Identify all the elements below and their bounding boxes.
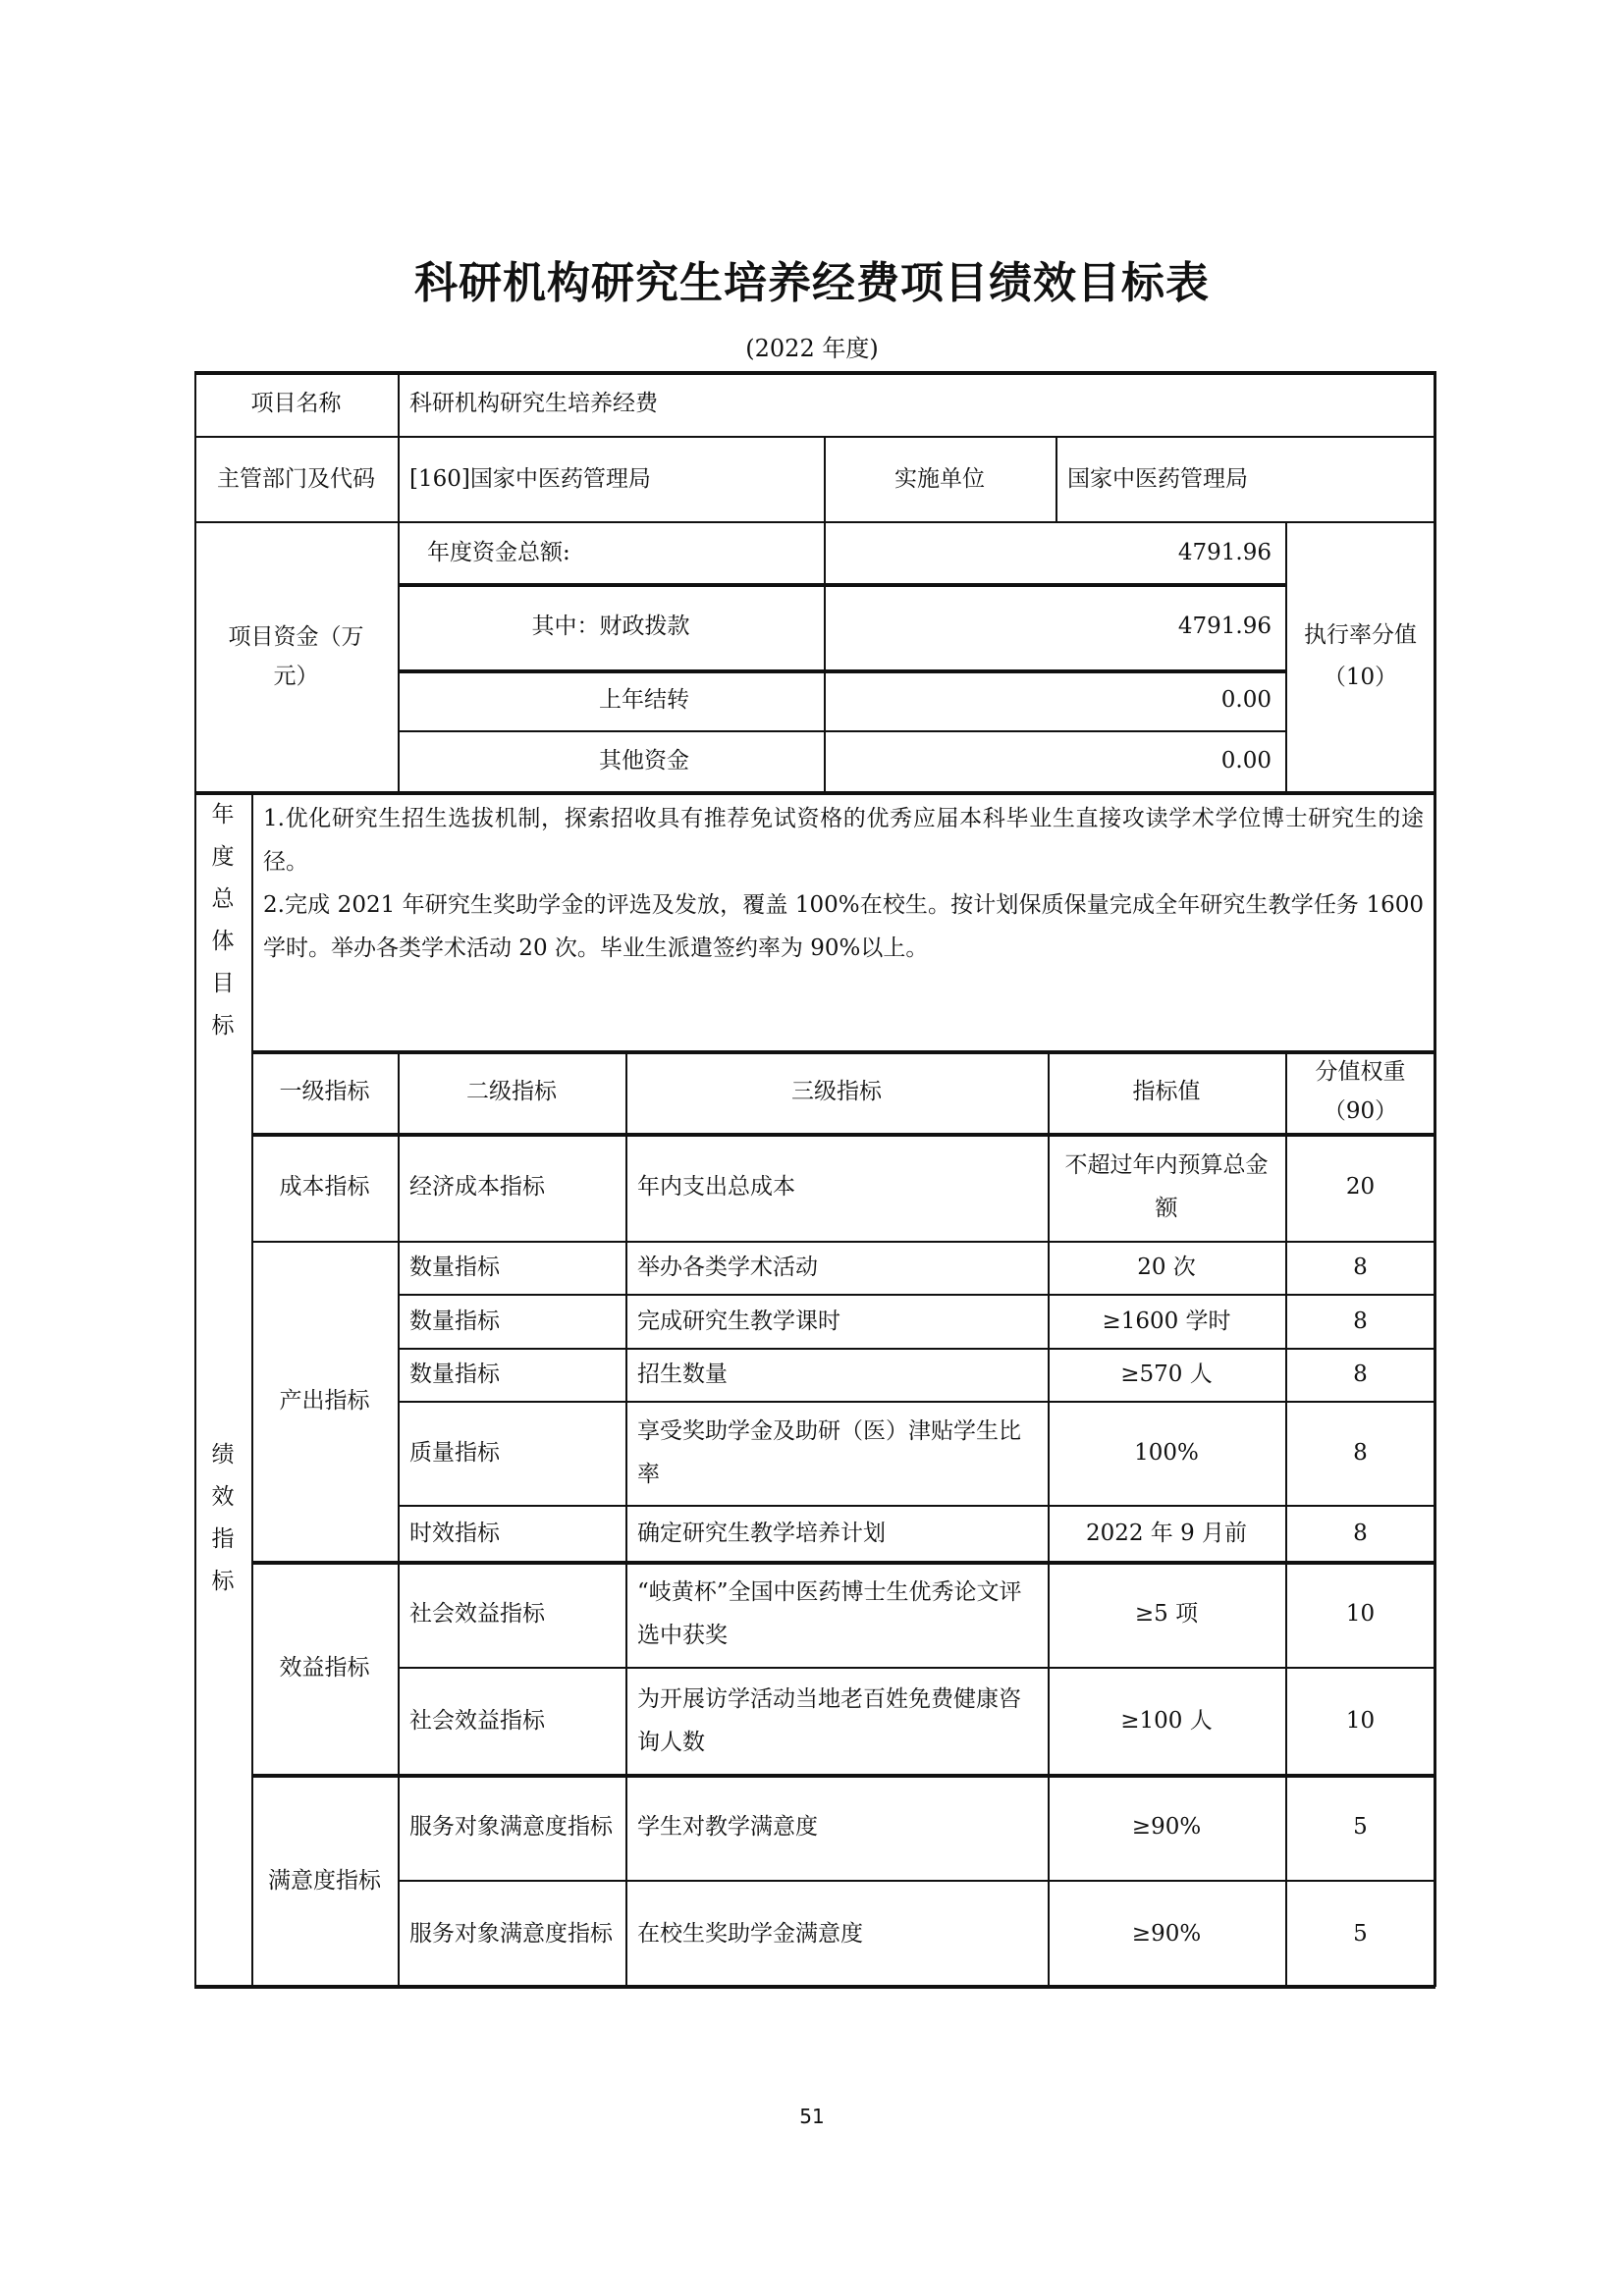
page-title: 科研机构研究生培养经费项目绩效目标表	[414, 258, 1210, 308]
weight-cell: 10	[1345, 1707, 1376, 1734]
value-cell: 20 次	[1137, 1255, 1196, 1280]
group-output: 产出指标	[279, 1388, 370, 1414]
grid-line	[251, 1133, 1435, 1137]
level2-cell: 数量指标	[409, 1255, 500, 1280]
weight-cell: 8	[1353, 1362, 1368, 1387]
page-subtitle: (2022 年度)	[745, 335, 879, 362]
funds-carryover-label: 上年结转	[599, 687, 689, 713]
level2-cell: 服务对象满意度指标	[409, 1814, 613, 1840]
header-weight	[1285, 1050, 1435, 1133]
weight-cell: 8	[1353, 1440, 1368, 1466]
header-value: 指标值	[1132, 1079, 1201, 1104]
value-cell: 不超过年内预算总金额	[1064, 1152, 1269, 1221]
grid-line	[194, 371, 196, 1987]
grid-line	[398, 730, 1285, 732]
level3-cell: 完成研究生教学课时	[637, 1308, 840, 1334]
performance-target-table	[194, 371, 1435, 1987]
grid-line	[625, 1050, 627, 1987]
dept-value: [160]国家中医药管理局	[409, 465, 651, 492]
goals-content	[251, 791, 1435, 1050]
value-cell: ≥100 人	[1120, 1707, 1213, 1734]
header-weight-line: （90）	[1323, 1098, 1398, 1124]
impl-label: 实施单位	[894, 465, 985, 492]
performance-label-char: 指	[211, 1526, 235, 1552]
funds-label: 项目资金（万元）	[228, 623, 364, 689]
grid-line	[398, 1294, 1435, 1296]
level2-cell: 经济成本指标	[409, 1174, 545, 1200]
level3-cell: 在校生奖助学金满意度	[637, 1920, 863, 1947]
dept-label: 主管部门及代码	[217, 465, 375, 492]
funds-fiscal-value: 4791.96	[1177, 614, 1272, 639]
grid-line	[194, 521, 1435, 523]
level2-cell: 质量指标	[409, 1440, 500, 1466]
value-cell: ≥570 人	[1120, 1362, 1213, 1387]
goal-item: 1.优化研究生招生选拔机制，探索招收具有推荐免试资格的优秀应届本科毕业生直接攻读学术学位博士研究生的途径。	[263, 806, 1424, 875]
performance-label	[194, 1050, 251, 1987]
level3-cell: 确定研究生教学培养计划	[637, 1520, 886, 1546]
level2-cell: 服务对象满意度指标	[409, 1920, 613, 1947]
goals-label-char: 体	[211, 929, 235, 954]
level3-cell: 招生数量	[637, 1362, 728, 1387]
grid-line	[398, 583, 1285, 587]
execution-rate	[1285, 521, 1435, 791]
funds-carryover-value: 0.00	[1220, 687, 1272, 713]
grid-line	[398, 1050, 400, 1987]
grid-line	[194, 436, 1435, 438]
grid-line	[398, 1348, 1435, 1350]
goal-item: 2.完成 2021 年研究生奖助学金的评选及发放，覆盖 100%在校生。按计划保质保量完成全年研究生教学任务 1600 学时。举办各类学术活动 20 次。毕业生派遣签约率为 90%以上。	[263, 892, 1424, 961]
page-number: 51	[799, 2105, 825, 2128]
level2-cell: 社会效益指标	[409, 1707, 545, 1734]
grid-line	[251, 1561, 1435, 1565]
grid-line	[251, 791, 253, 1987]
project-name-label: 项目名称	[250, 391, 342, 416]
goals-label	[194, 791, 251, 1050]
group-satisfaction: 满意度指标	[268, 1867, 381, 1894]
weight-cell: 8	[1353, 1308, 1368, 1334]
grid-line	[1434, 371, 1436, 1987]
grid-line	[398, 371, 400, 791]
grid-line	[1056, 436, 1057, 521]
grid-line	[398, 1401, 1435, 1403]
execution-rate-value: （10）	[1323, 664, 1398, 690]
funds-total-label: 年度资金总额:	[427, 539, 570, 565]
value-cell: ≥1600 学时	[1102, 1308, 1231, 1334]
weight-cell: 20	[1345, 1174, 1376, 1200]
level2-cell: 数量指标	[409, 1308, 500, 1334]
funds-other-label: 其他资金	[599, 748, 689, 774]
level3-cell: 举办各类学术活动	[637, 1255, 818, 1280]
goals-label-char: 年	[211, 802, 235, 828]
value-cell: ≥90%	[1131, 1814, 1202, 1840]
header-level3: 三级指标	[791, 1079, 882, 1104]
weight-cell: 5	[1353, 1920, 1368, 1947]
level2-cell: 数量指标	[409, 1362, 500, 1387]
grid-line	[194, 791, 1435, 795]
weight-cell: 5	[1353, 1814, 1368, 1840]
group-benefit: 效益指标	[279, 1654, 370, 1681]
level2-cell: 时效指标	[409, 1520, 500, 1546]
goals-label-char: 总	[211, 886, 235, 912]
level3-cell: 学生对教学满意度	[637, 1814, 818, 1840]
performance-label-char: 绩	[211, 1442, 235, 1468]
level3-cell: 为开展访学活动当地老百姓免费健康咨询人数	[637, 1685, 1021, 1755]
grid-line	[398, 669, 1285, 673]
level3-cell: “岐黄杯”全国中医药博士生优秀论文评选中获奖	[637, 1579, 1022, 1648]
value-cell: ≥5 项	[1134, 1601, 1199, 1627]
header-level2: 二级指标	[466, 1079, 557, 1104]
grid-line	[398, 1667, 1435, 1669]
goals-label-char: 度	[211, 844, 235, 870]
header-level1: 一级指标	[279, 1079, 370, 1104]
funds-other-value: 0.00	[1220, 748, 1272, 774]
project-name-value: 科研机构研究生培养经费	[409, 391, 658, 416]
grid-line	[824, 436, 826, 791]
value-cell: 2022 年 9 月前	[1085, 1520, 1248, 1546]
performance-label-char: 效	[211, 1484, 235, 1510]
funds-total-value: 4791.96	[1177, 539, 1272, 565]
grid-line	[1285, 521, 1287, 791]
header-weight-line: 分值权重	[1315, 1059, 1406, 1085]
grid-line	[251, 1774, 1435, 1778]
execution-rate-label: 执行率分值	[1304, 621, 1417, 648]
level3-cell: 年内支出总成本	[637, 1174, 795, 1200]
grid-line	[251, 1050, 1435, 1054]
grid-line	[398, 1505, 1435, 1507]
grid-line	[398, 1880, 1435, 1882]
weight-cell: 8	[1353, 1520, 1368, 1546]
grid-line	[194, 1985, 1435, 1989]
weight-cell: 10	[1345, 1601, 1376, 1627]
grid-line	[194, 371, 1435, 375]
value-cell: 100%	[1134, 1440, 1199, 1466]
level3-cell: 享受奖助学金及助研（医）津贴学生比率	[637, 1418, 1021, 1487]
grid-line	[1285, 1050, 1287, 1987]
grid-line	[251, 1241, 1435, 1243]
goals-label-char: 目	[211, 971, 235, 996]
impl-value: 国家中医药管理局	[1067, 465, 1248, 492]
weight-cell: 8	[1353, 1255, 1368, 1280]
funds-fiscal-label: 其中：财政拨款	[531, 614, 690, 639]
value-cell: ≥90%	[1131, 1920, 1202, 1947]
performance-label-char: 标	[211, 1569, 235, 1594]
level2-cell: 社会效益指标	[409, 1601, 545, 1627]
group-cost: 成本指标	[279, 1174, 370, 1200]
goals-label-char: 标	[211, 1013, 235, 1039]
grid-line	[1048, 1050, 1050, 1987]
